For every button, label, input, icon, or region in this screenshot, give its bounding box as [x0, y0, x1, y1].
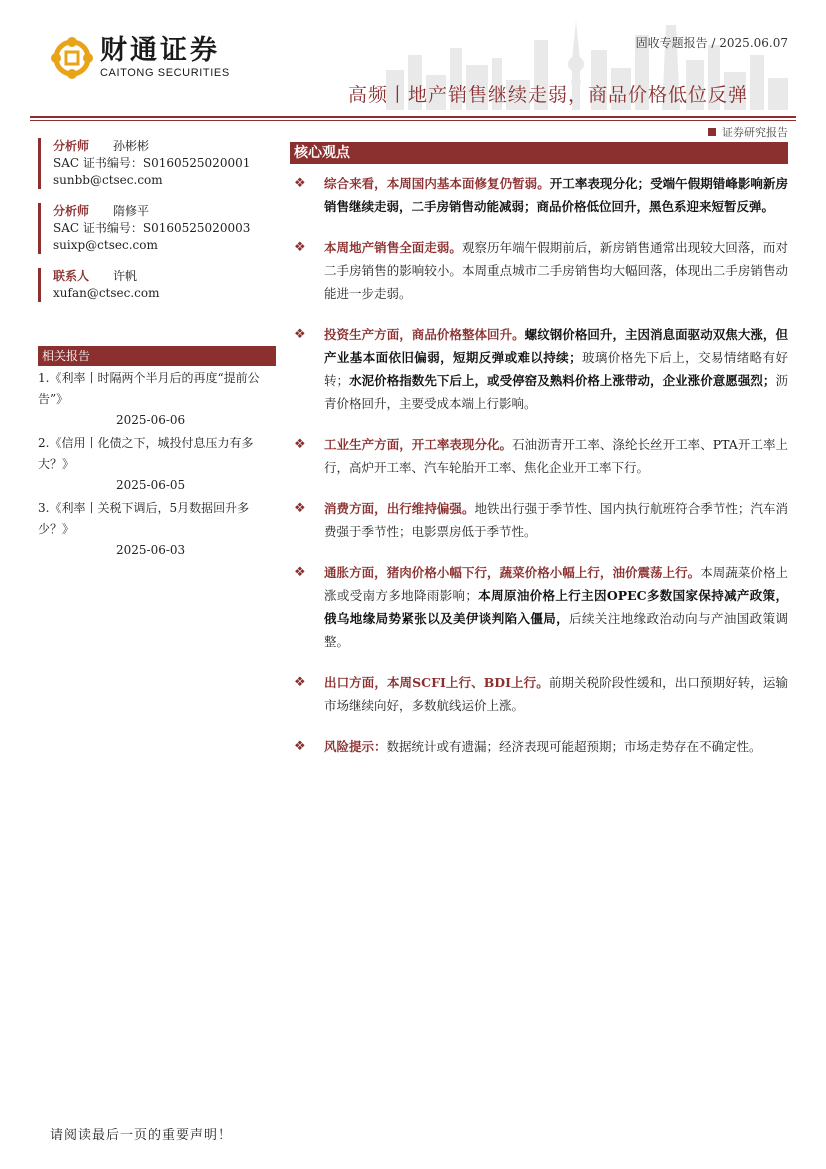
core-point: ❖ 投资生产方面，商品价格整体回升。螺纹钢价格回升，主因消息面驱动双焦大涨，但产业基本面依旧偏弱，短期反弹或难以持续；玻璃价格先下后上，交易情绪略有好转；水泥价格指数先下后上，或受停窑及熟料价格上涨带动，企业涨价意愿强烈；沥青价格回升，主要受成本端上行影响。	[290, 323, 788, 415]
header-divider-thin	[30, 120, 796, 121]
analyst-name: 孙彬彬	[113, 139, 150, 153]
related-report-title[interactable]: 2.《信用丨化债之下，城投付息压力有多大？》	[38, 436, 254, 471]
core-point: ❖ 本周地产销售全面走弱。观察历年端午假期前后，新房销售通常出现较大回落，而对二手房销售的影响较小。本周重点城市二手房销售均大幅回落，体现出二手房销售动能进一步走弱。	[290, 236, 788, 305]
diamond-bullet-icon: ❖	[294, 565, 306, 580]
analyst-role: 分析师	[53, 204, 90, 218]
core-point: ❖ 出口方面，本周SCFI上行、BDI上行。前期关税阶段性缓和，出口预期好转，运输市场继续向好，多数航线运价上涨。	[290, 671, 788, 717]
related-report-item[interactable]	[38, 368, 276, 431]
core-point: ❖ 综合来看，本周国内基本面修复仍暂弱。开工率表现分化；受端午假期错峰影响新房销售继续走弱，二手房销售动能减弱；商品价格低位回升，黑色系迎来短暂反弹。	[290, 172, 788, 218]
disclaimer-note: 请阅读最后一页的重要声明！	[50, 1128, 233, 1143]
contact-card	[38, 268, 278, 302]
analyst-sac: SAC 证书编号：S0160525020003	[53, 221, 251, 235]
report-header	[0, 0, 826, 120]
related-report-title[interactable]: 1.《利率丨时隔两个半月后的再度“提前公告”》	[38, 371, 260, 406]
core-point: ❖ 工业生产方面，开工率表现分化。石油沥青开工率、涤纶长丝开工率、PTA开工率上行，高炉开工率、汽车轮胎开工率、焦化企业开工率下行。	[290, 433, 788, 479]
diamond-bullet-icon: ❖	[294, 437, 306, 452]
core-point: ❖ 风险提示：数据统计或有遗漏；经济表现可能超预期；市场走势存在不确定性。	[290, 735, 788, 758]
company-logo	[50, 36, 230, 80]
related-report-date: 2025-06-03	[116, 543, 186, 557]
analyst-email[interactable]: suixp@ctsec.com	[53, 238, 158, 252]
square-icon	[708, 128, 716, 136]
core-point: ❖ 消费方面，出行维持偏强。地铁出行强于季节性、国内执行航班符合季节性；汽车消费强于季节性；电影票房低于季节性。	[290, 497, 788, 543]
core-views-header: 核心观点	[290, 142, 788, 164]
diamond-bullet-icon: ❖	[294, 240, 306, 255]
diamond-bullet-icon: ❖	[294, 675, 306, 690]
logo-english-name: CAITONG SECURITIES	[100, 67, 230, 79]
report-title: 高频丨地产销售继续走弱，商品价格低位反弹	[347, 84, 748, 106]
related-report-date: 2025-06-05	[116, 478, 186, 492]
contact-role: 联系人	[53, 269, 90, 283]
header-divider	[30, 116, 796, 118]
core-point: ❖ 通胀方面，猪肉价格小幅下行，蔬菜价格小幅上行，油价震荡上行。本周蔬菜价格上涨或受南方多地降雨影响；本周原油价格上行主因OPEC多数国家保持减产政策，俄乌地缘局势紧张以及美伊谈判陷入僵局，后续关注地缘政治动向与产油国政策调整。	[290, 561, 788, 653]
sidebar	[38, 138, 278, 561]
contact-name: 许帆	[113, 269, 138, 283]
diamond-bullet-icon: ❖	[294, 176, 306, 191]
analyst-role: 分析师	[53, 139, 90, 153]
diamond-bullet-icon: ❖	[294, 327, 306, 342]
analyst-card	[38, 203, 278, 254]
analyst-card	[38, 138, 278, 189]
diamond-bullet-icon: ❖	[294, 501, 306, 516]
diamond-bullet-icon: ❖	[294, 739, 306, 754]
research-report-label: 证券研究报告	[708, 124, 788, 140]
logo-chinese-name: 财通证券	[100, 35, 220, 66]
related-report-item[interactable]	[38, 498, 276, 561]
contact-email[interactable]: xufan@ctsec.com	[53, 286, 160, 300]
logo-emblem-icon	[50, 36, 94, 80]
related-report-title[interactable]: 3.《利率丨关税下调后，5月数据回升多少？》	[38, 501, 250, 536]
report-type-date: 固收专题报告 / 2025.06.07	[635, 36, 788, 50]
analyst-email[interactable]: sunbb@ctsec.com	[53, 173, 163, 187]
analyst-name: 隋修平	[113, 204, 150, 218]
related-report-item[interactable]	[38, 433, 276, 496]
analyst-sac: SAC 证书编号：S0160525020001	[53, 156, 251, 170]
core-points-list	[290, 168, 788, 758]
related-reports-header: 相关报告	[38, 346, 276, 366]
related-report-date: 2025-06-06	[116, 413, 186, 427]
